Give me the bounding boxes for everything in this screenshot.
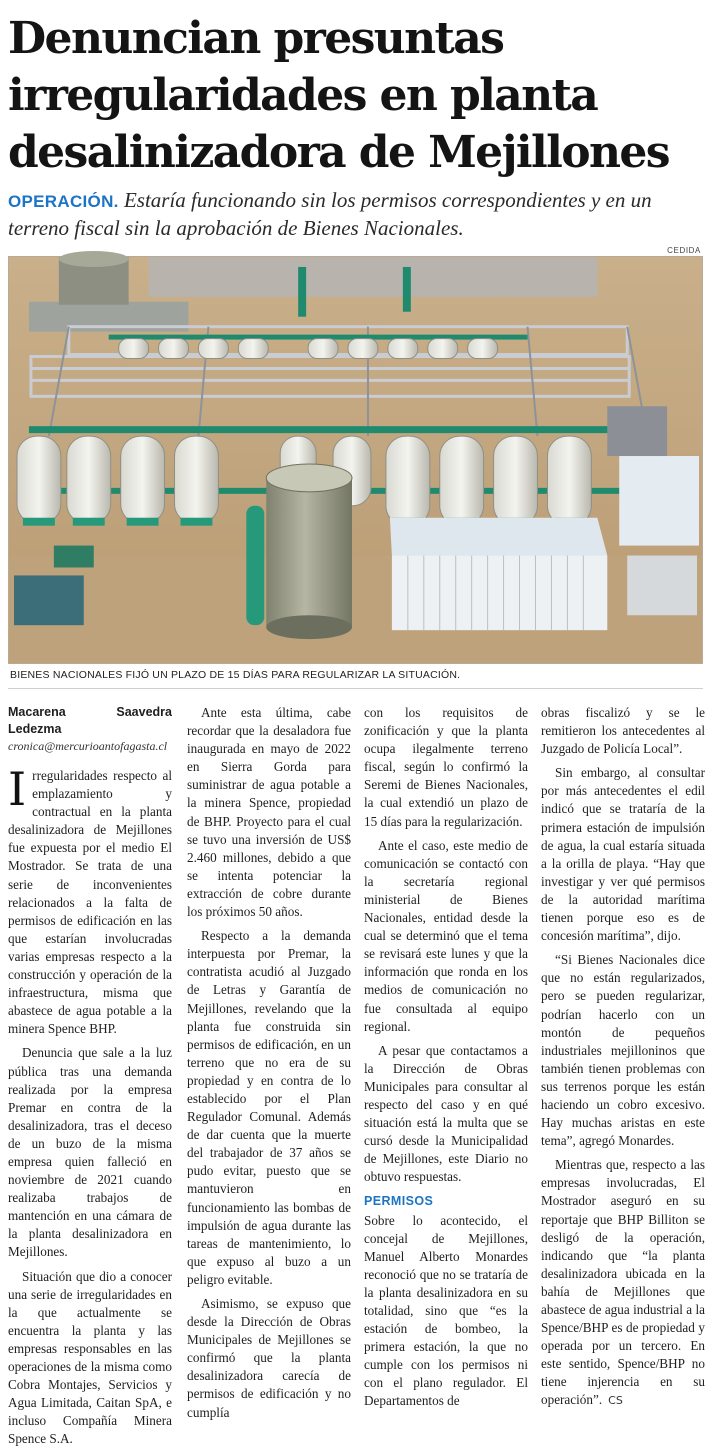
column-4 <box>541 704 705 1417</box>
author-email: cronica@mercurioantofagasta.cl <box>8 739 168 753</box>
divider <box>8 688 703 689</box>
kicker-text: Estaría funcionando sin los permisos correspondientes y en un terreno fiscal sin la aprobación de Bienes Nacionales. <box>8 188 652 240</box>
paragraph: Sin embargo, al consultar por más antecedentes el edil indicó que se trataría de la primera estación de impulsión de agua, la cual estaría situada a la orilla de playa. “Hay que investigar y ver qué permisos de la autoridad marítima tienen porque eso es de concesión marítima”, dijo. <box>541 765 705 944</box>
end-mark: CS <box>608 1394 623 1408</box>
paragraph: “Si Bienes Nacionales dice que no están regularizados, pero se pueden regularizar, podrían hacerlo con un montón de pequeños industriales mejilloninos que también tienen problemas con sus terrenos porque les están haciendo un cobro excesivo. Hay muchas aristas en este tema”, agregó Monardes. <box>541 952 705 1149</box>
photo-credit: CEDIDA <box>667 246 701 255</box>
paragraph <box>8 762 172 1038</box>
paragraph: con los requisitos de zonificación y que la planta ocupa ilegalmente terreno fiscal, según lo confirmó la Seremi de Bienes Nacionales, la cual extendió un plazo de 15 días para la regularización. <box>364 705 528 829</box>
paragraph <box>541 1156 705 1410</box>
paragraph: Asimismo, se expuso que desde la Dirección de Obras Municipales de Mejillones se confirmó que la planta desalinizadora carecía de permisos de edificación y no cumplía <box>187 1296 351 1420</box>
paragraph: A pesar que contactamos a la Dirección de Obras Municipales para consultar al respecto del caso y en qué situación está la multa que se cursó desde la Municipalidad de Mejillones, este Diario no obtuvo respuestas. <box>364 1042 528 1185</box>
paragraph: Ante esta última, cabe recordar que la desaladora fue inaugurada en mayo de 2022 en Sierra Gorda para suministrar de agua potable a la minera Spence, propiedad de BHP. Proyecto para el cual se tuvo una inversión de US$ 2.460 millones, debido a que se intenta potenciar la extracción de cobre durante los próximos 50 años. <box>187 705 351 920</box>
paragraph-text: Mientras que, respecto a las empresas involucradas, El Mostrador aseguró en su reportaje que BHP Billiton se desligó de la operación, indicando que “la planta desalinizadora ubicada en la bahía de Mejillones que abastece de agua industrial a la Spence/BHP es de propiedad y operada por un tercero. En este sentido, Spence/BHP no tiene injerencia en su operación”. <box>541 1157 705 1408</box>
paragraph: Sobre lo acontecido, el concejal de Mejillones, Manuel Alberto Monardes reconoció que no se trataría de la planta desalinizadora en su totalidad, sino que “es la estación de bombeo, la primera estación, la que no cumple con los permisos ni con el plano regulador. El Departamentos de <box>364 1212 528 1409</box>
paragraph-text: rregularidades respecto al emplazamiento y contractual en la planta desalinizadora de Mejillones fue expuesta por el medio El Mostrador. Se trata de una serie de inconvenientes relacionados a la falta de permisos de edificación en las que estarían involucradas varias empresas respecto a la construcción y operación de la infraestructura, misma que abastece de agua potable a la minera Spence BHP. <box>8 768 172 1037</box>
paragraph: Ante el caso, este medio de comunicación se contactó con la secretaría regional ministerial de Bienes Nacionales, entidad desde la cual se determinó que el tema se revisará este lunes y que la información que ronda en los medios de comunicación no fue consultada al equipo regional. <box>364 837 528 1034</box>
photo-caption: BIENES NACIONALES FIJÓ UN PLAZO DE 15 DÍAS PARA REGULARIZAR LA SITUACIÓN. <box>10 669 461 681</box>
paragraph: Situación que dio a conocer una serie de irregularidades en la que actualmente se encuentra la planta y las empresas responsables en las operaciones de la misma como Cobra Montajes, Servicios y Agua Limitada, Caitan SpA, e incluso Compañía Minera Spence S.A. <box>8 1268 172 1447</box>
plant-illustration <box>9 257 702 663</box>
plant-aerial-photo <box>8 256 703 664</box>
column-1 <box>8 704 172 1454</box>
paragraph: Respecto a la demanda interpuesta por Premar, la contratista acudió al Juzgado de Letras y Garantía de Mejillones, revelando que la planta fue construida sin permisos de edificación, en un terreno que no era de su propiedad y en contra de lo establecido por el Plan Regulador Comunal. Además de dar cuenta que la muerte del trabajador de 37 años se pudo evitar, puesto que se mantuvieron en funcionamiento las bombas de impulsión de agua durante las tareas de mantenimiento, lo que expuso al buzo a un peligro evitable. <box>187 928 351 1287</box>
paragraph: obras fiscalizó y se le remitieron los antecedentes al Juzgado de Policía Local”. <box>541 705 705 757</box>
headline: Denuncian presuntas irregularidades en planta desalinizadora de Mejillones <box>8 13 669 178</box>
kicker <box>8 187 708 241</box>
section-subhead: PERMISOS <box>364 1194 434 1209</box>
column-2 <box>187 704 351 1428</box>
byline: Macarena Saavedra Ledezma <box>8 705 172 736</box>
kicker-tag: OPERACIÓN. <box>8 192 119 211</box>
drop-cap: I <box>8 762 27 816</box>
column-3 <box>364 704 528 1417</box>
paragraph: Denuncia que sale a la luz pública tras una demanda realizada por la empresa Premar en contra de la desalinizadora, tras el deceso de un buzo de la misma empresa quien falleció en noviembre de 2021 cuando realizaba trabajos de mantención en una cámara de la planta desalinizadora en Mejillones. <box>8 1045 172 1260</box>
